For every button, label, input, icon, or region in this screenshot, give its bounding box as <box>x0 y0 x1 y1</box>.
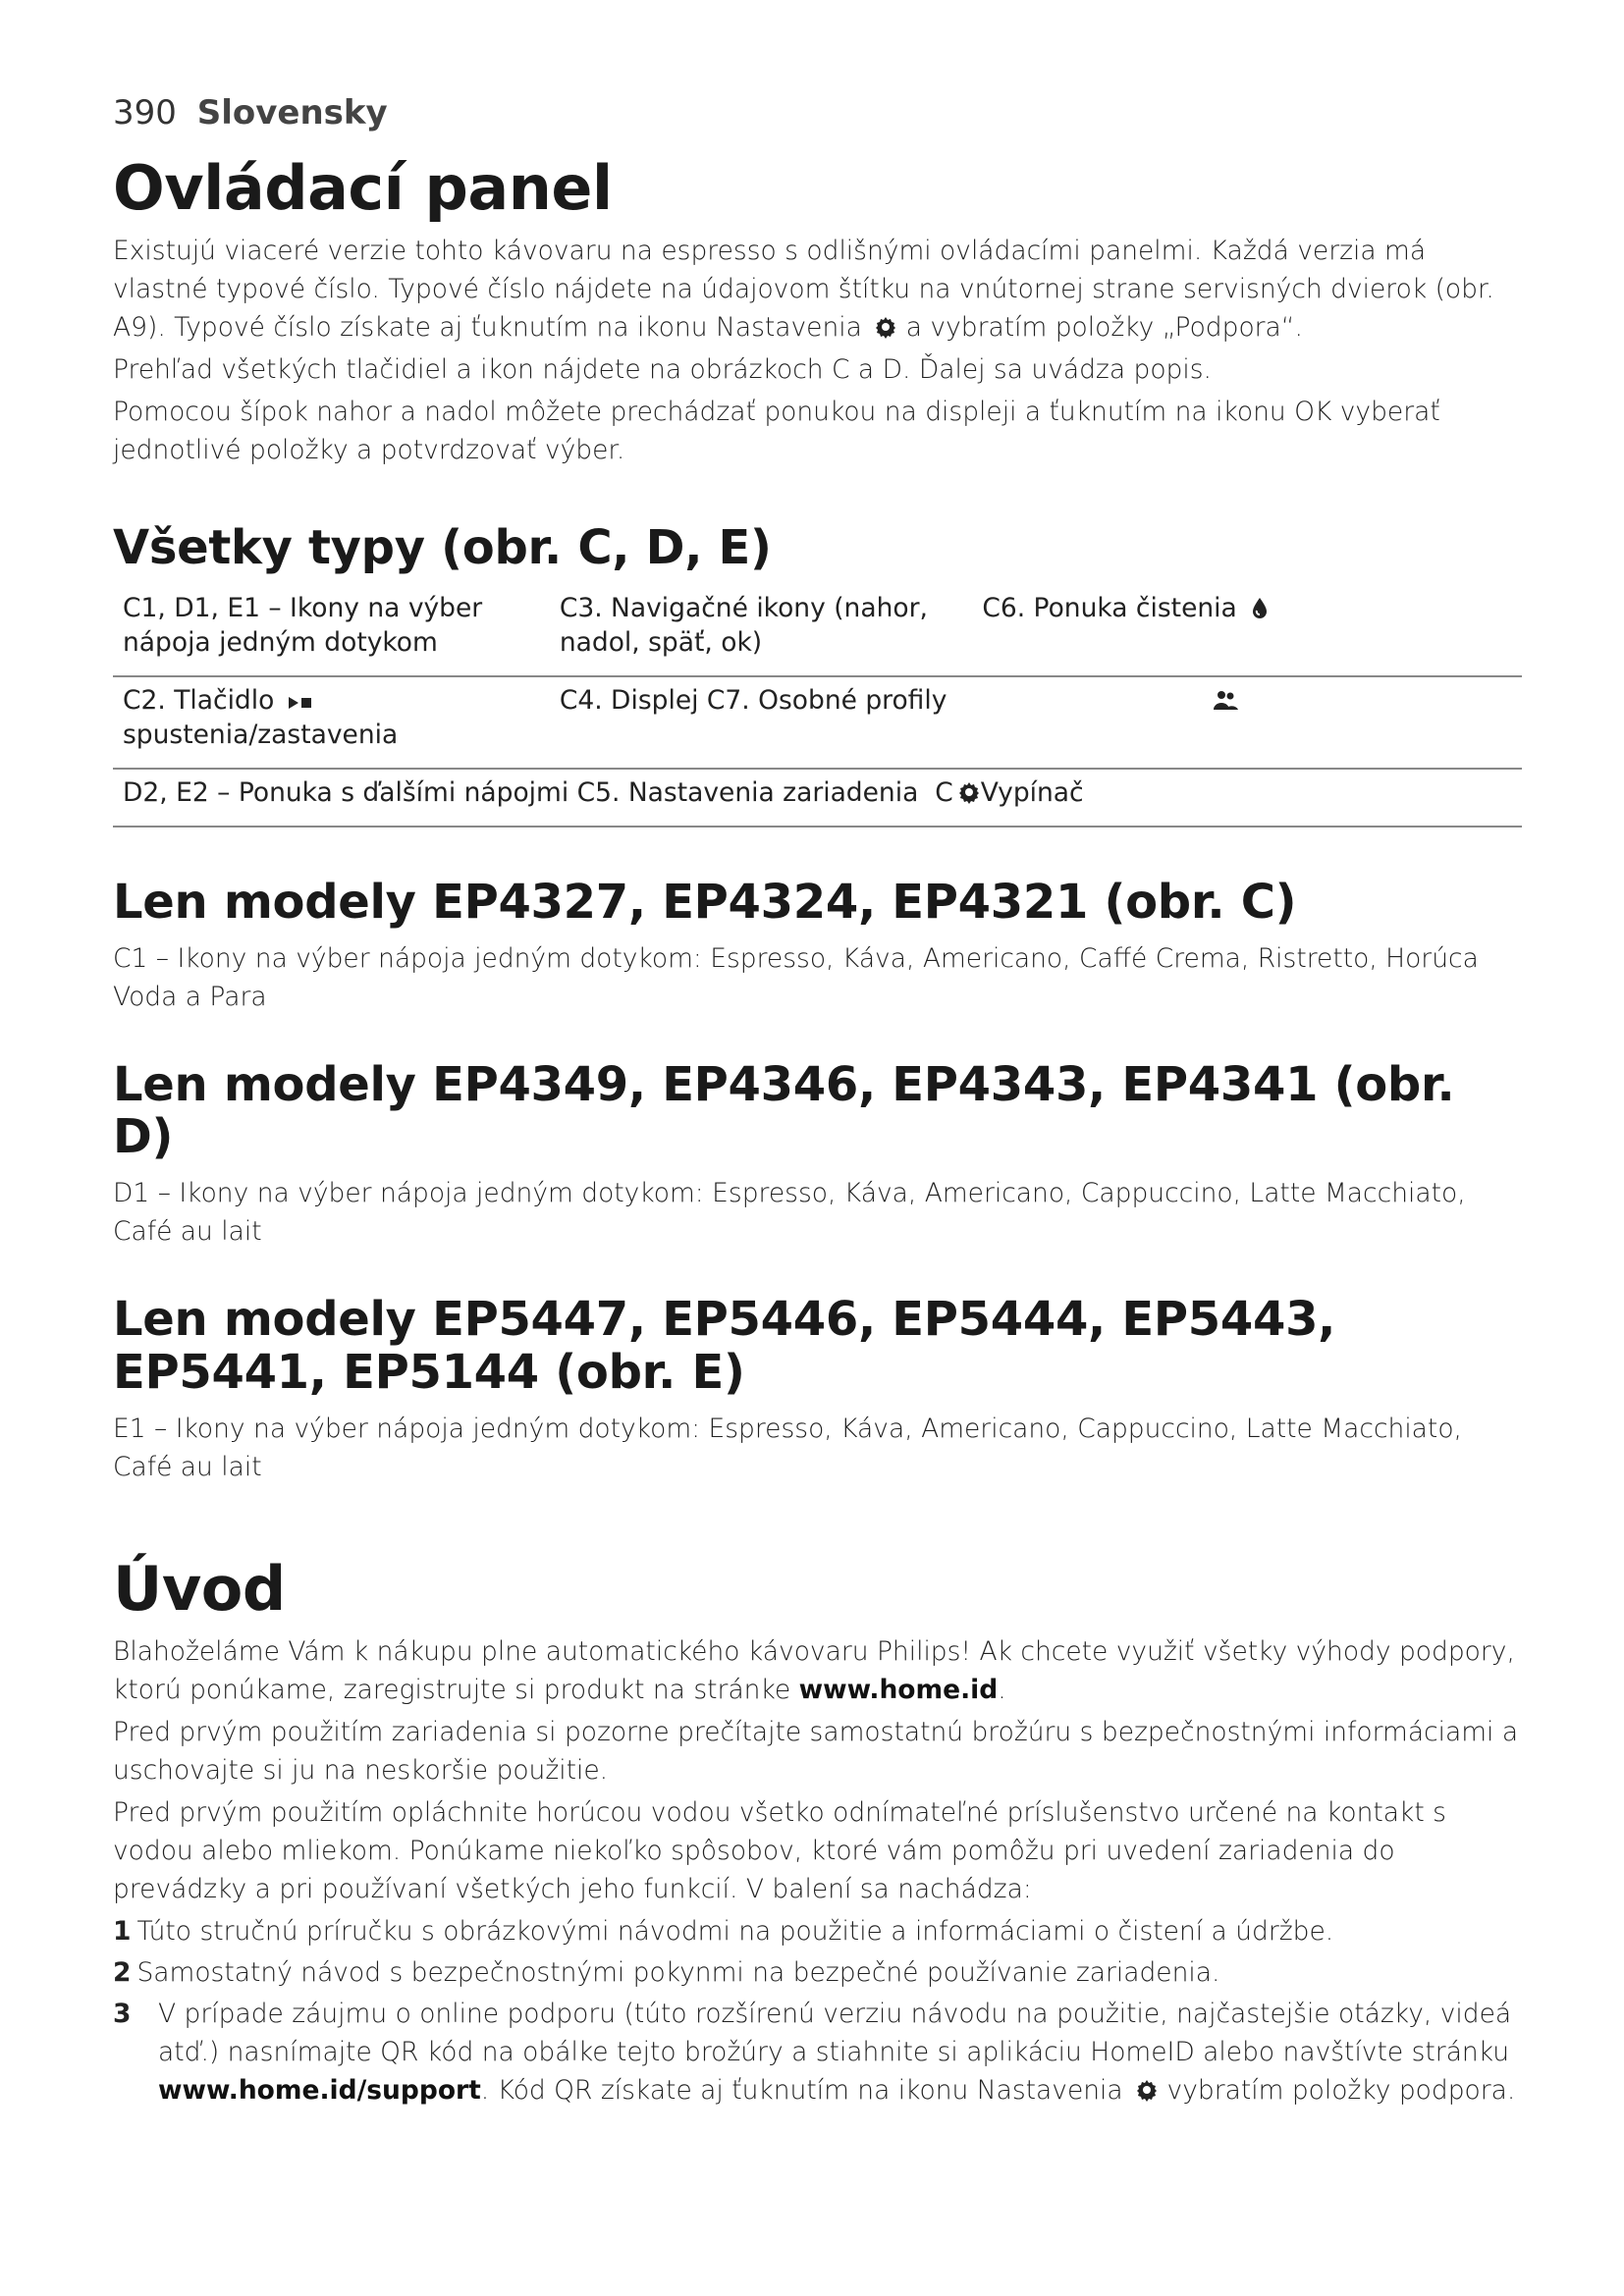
table-cell: C3. Navigačné ikony (nahor, nadol, späť, ok) <box>559 592 928 658</box>
models-e-text: E1 – Ikony na výber nápoja jedným dotykom: Espresso, Káva, Americano, Cappuccino, Latte Macchiato, Café au lait <box>113 1413 1462 1482</box>
table-cell <box>972 676 1522 769</box>
settings-gear-icon <box>874 315 897 339</box>
control-panel-paragraph: Pomocou šípok nahor a nadol môžete prechádzať ponukou na displeji a ťuknutím na ikonu OK vyberať jednotlivé položky a potvrdzovať výber. <box>113 397 1440 465</box>
package-contents-list <box>113 1912 1522 2109</box>
control-panel-paragraph: Prehľad všetkých tlačidiel a ikon nájdete na obrázkoch C a D. Ďalej sa uvádza popis. <box>113 354 1212 385</box>
table-cell: D2, E2 – Ponuka s ďalšími nápojmi C5. Nastavenia zariadenia C Vypínač <box>123 776 1084 808</box>
table-cell: C6. Ponuka čistenia <box>972 585 1522 676</box>
profiles-icon <box>1212 688 1239 712</box>
list-item: 1 Túto stručnú príručku s obrázkovými návodmi na použitie a informáciami o čistení a údržbe. <box>113 1915 1334 1947</box>
home-id-link[interactable]: www.home.id <box>798 1674 999 1705</box>
table-cell: C1, D1, E1 – Ikony na výber nápoja jedným dotykom <box>123 592 483 658</box>
intro-paragraph: Blahoželáme Vám k nákupu plne automatického kávovaru Philips! Ak chcete využiť všetky výhody podpory, ktorú ponúkame, zaregistrujte si produkt na stránke www.home.id. <box>113 1635 1515 1705</box>
start-stop-icon <box>287 694 316 712</box>
list-item: 3 V prípade záujmu o online podporu (túto rozšírenú verziu návodu na použitie, najčastejšie otázky, videá atď.) nasnímajte QR kód na obálke tejto brožúry a stiahnite si aplikáciu HomeID alebo navštívte stránku www.home.id/support. Kód QR získate aj ťuknutím na ikonu Nastavenia vybratím položky podpora. <box>113 1998 1516 2106</box>
control-panel-paragraph: Existujú viaceré verzie tohto kávovaru na espresso s odlišnými ovládacími panelmi. Každá verzia má vlastné typové číslo. Typové číslo nájdete na údajovom štítku na vnútornej strane servisných dvierok (obr. A9). Typové číslo získate aj ťuknutím na ikonu Nastavenia a vybratím položky „Podpora“. <box>113 236 1494 343</box>
intro-title: Úvod <box>113 1552 286 1625</box>
running-header <box>113 93 1522 133</box>
table-row <box>113 585 1522 676</box>
settings-gear-icon <box>1135 2078 1159 2102</box>
intro-paragraph: Pred prvým použitím zariadenia si pozorne prečítajte samostatnú brožúru s bezpečnostnými informáciami a uschovajte si ju na neskoršie použitie. <box>113 1716 1519 1786</box>
settings-gear-icon <box>957 780 981 804</box>
models-e-heading: Len modely EP5447, EP5446, EP5444, EP5443, EP5441, EP5144 (obr. E) <box>113 1292 1336 1400</box>
support-link[interactable]: www.home.id/support <box>158 2074 481 2106</box>
table-cell: C2. Tlačidlo spustenia/zastavenia <box>123 684 399 750</box>
models-c-heading: Len modely EP4327, EP4324, EP4321 (obr. C) <box>113 874 1297 930</box>
cleaning-drop-icon <box>1249 596 1271 619</box>
models-c-text: C1 – Ikony na výber nápoja jedným dotykom: Espresso, Káva, Americano, Caffé Crema, Ristretto, Horúca Voda a Para <box>113 942 1479 1012</box>
language-label: Slovensky <box>196 93 388 133</box>
models-d-heading: Len modely EP4349, EP4346, EP4343, EP4341 (obr. D) <box>113 1056 1455 1165</box>
table-row <box>113 676 1522 769</box>
intro-paragraph: Pred prvým použitím opláchnite horúcou vodou všetko odnímateľné príslušenstvo určené na kontakt s vodou alebo mliekom. Ponúkame niekoľko spôsobov, ktoré vám pomôžu pri uvedení zariadenia do prevádzky a pri používaní všetkých jeho funkcií. V balení sa nachádza: <box>113 1796 1446 1904</box>
document-page <box>113 93 1522 2112</box>
table-cell: C4. Displej C7. Osobné profily <box>559 684 947 716</box>
control-panel-title: Ovládací panel <box>113 152 613 224</box>
models-d-text: D1 – Ikony na výber nápoja jedným dotykom: Espresso, Káva, Americano, Cappuccino, Latte Macchiato, Café au lait <box>113 1178 1466 1247</box>
all-types-heading: Všetky typy (obr. C, D, E) <box>113 520 772 575</box>
controls-table <box>113 585 1522 828</box>
table-row <box>113 769 1522 827</box>
page-number: 390 <box>113 93 177 133</box>
list-item: 2 Samostatný návod s bezpečnostnými pokynmi na bezpečné používanie zariadenia. <box>113 1956 1220 1988</box>
